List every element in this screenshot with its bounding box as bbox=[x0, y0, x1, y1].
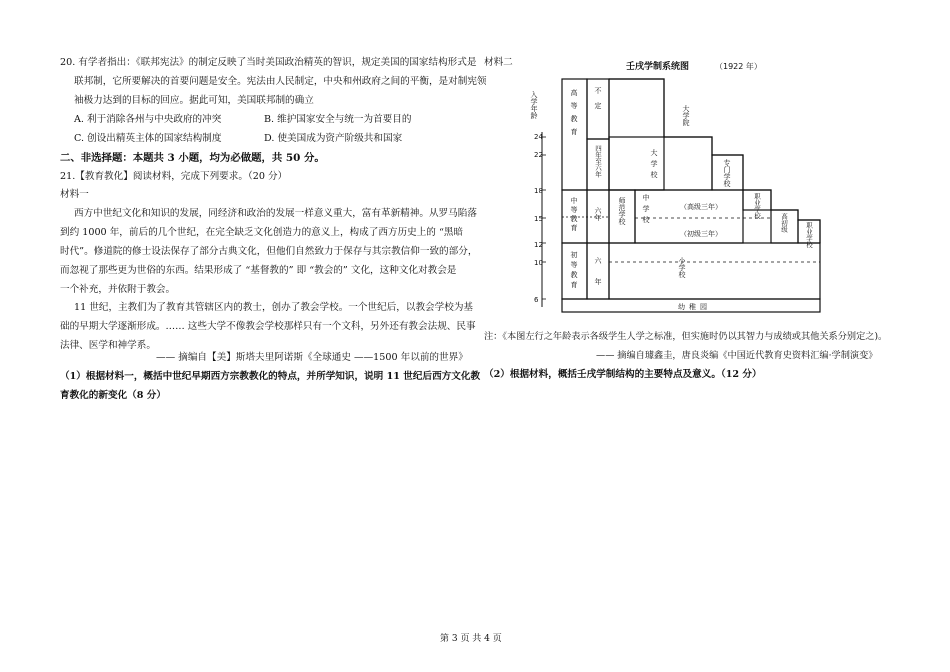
m1-p2-line1: 11 世纪，主教们为了教育其管辖区内的教士，创办了教会学校。一个世纪后，以教会学校为基 bbox=[74, 302, 474, 313]
school-system-diagram bbox=[530, 57, 853, 319]
middle-school-label: 中学校 bbox=[642, 194, 650, 227]
vocational2-label: 职业学校 bbox=[805, 222, 813, 248]
q20-option-b: B. 维护国家安全与统一为首要目的 bbox=[264, 114, 412, 125]
normal-label: 师范学校 bbox=[618, 197, 626, 225]
budding-label: 不定 bbox=[594, 87, 602, 117]
university-box bbox=[609, 137, 712, 190]
material2-label: 材料二 bbox=[484, 57, 513, 68]
senior-label: （高级三年） bbox=[680, 203, 722, 211]
vocational-label: 职业学校 bbox=[753, 193, 761, 219]
primary-school-label: 小学校 bbox=[678, 257, 686, 278]
age-24: 24 bbox=[534, 133, 543, 141]
m1-p2-line3: 法律、医学和神学系。 bbox=[60, 340, 156, 351]
m1-p1-line5: 一个补充，并依附于教会。 bbox=[60, 284, 176, 295]
age-10: 10 bbox=[534, 259, 543, 267]
section2-heading: 二、非选择题：本题共 3 小题，均为必做题，共 50 分。 bbox=[60, 152, 325, 164]
age-22: 22 bbox=[534, 151, 543, 159]
middle-edu-label: 中等教育 bbox=[570, 197, 578, 233]
age-6: 6 bbox=[534, 296, 539, 304]
m1-p1-line2: 到约 1000 年，前后的几个世纪，在完全缺乏文化创造力的意义上，构成了西方历史上的 “黑暗 bbox=[60, 227, 464, 238]
q21-ask2: （2）根据材料，概括壬戌学制结构的主要特点及意义。（12 分） bbox=[484, 369, 762, 380]
age-18: 18 bbox=[534, 187, 543, 195]
junior-label: （初级三年） bbox=[680, 230, 722, 238]
q21-heading: 21.【教育教化】阅读材料，完成下列要求。（20 分） bbox=[60, 171, 288, 182]
q21-ask1-line2: 育教化的新变化（8 分） bbox=[60, 390, 166, 401]
q20-option-a: A. 利于消除各州与中央政府的冲突 bbox=[74, 114, 222, 125]
q20-option-d: D. 使美国成为资产阶级共和国家 bbox=[264, 133, 403, 144]
m1-p1-line4: 而忽视了那些更为世俗的东西。结果形成了 “基督教的” 即 “教会的” 文化，这种文化对教会是 bbox=[60, 265, 457, 276]
q20-line3: 袖极力达到的目标的回应。据此可知，美国联邦制的确立 bbox=[74, 95, 314, 106]
primary-school-box bbox=[609, 243, 820, 299]
m1-p2-line2: 础的早期大学逐渐形成。…… 这些大学不像教会学校那样只有一个文科，另外还有教会法规、民事 bbox=[60, 321, 476, 332]
four-six-label: 四年至六年 bbox=[594, 145, 602, 178]
six-pri-label: 六年 bbox=[594, 257, 602, 299]
chart-title: 壬戌学制系统图 bbox=[626, 62, 690, 72]
higher-primary-label: 高初级 bbox=[780, 213, 788, 233]
primary-edu-label: 初等教育 bbox=[570, 251, 578, 291]
six-mid-label: 六年 bbox=[594, 207, 602, 221]
page-footer: 第 3 页 共 4 页 bbox=[440, 634, 502, 644]
age-axis-label: 入学年龄 bbox=[530, 91, 538, 119]
m1-p1-line1: 西方中世纪文化和知识的发展，同经济和政治的发展一样意义重大，富有革新精神。从罗马陷落 bbox=[74, 208, 477, 219]
age-12: 12 bbox=[534, 241, 543, 249]
university-label: 大学校 bbox=[650, 149, 658, 182]
chart-note: 注：《本图左行之年龄表示各级学生人学之标准，但实施时仍以其智力与成绩或其他关系分别定之)。 bbox=[484, 331, 888, 342]
q20-option-c: C. 创设出精英主体的国家结构制度 bbox=[74, 133, 222, 144]
university-inst-label: 大学院 bbox=[682, 105, 690, 126]
q21-ask1-line1: （1）根据材料一，概括中世纪早期西方宗教教化的特点，并所学知识，说明 11 世纪后西方文化教 bbox=[60, 371, 481, 382]
kindergarten-label: 幼稚园 bbox=[678, 303, 711, 311]
college-label: 专门学校 bbox=[723, 159, 731, 187]
higher-edu-label: 高等教育 bbox=[570, 89, 578, 141]
material1-label: 材料一 bbox=[60, 189, 89, 200]
q20-line1: 20. 有学者指出：《联邦宪法》的制定反映了当时美国政治精英的智识，规定美国的国家结构形式是 bbox=[60, 57, 477, 68]
m1-p1-line3: 时代”。修道院的修士设法保存了部分古典文化，但他们自然致力于保存与其宗教信仰一致的部分， bbox=[60, 246, 478, 257]
age-15: 15 bbox=[534, 215, 543, 223]
m2-source: —— 摘编自璩鑫圭，唐良炎编《中国近代教育史资料汇编·学制演变》 bbox=[596, 350, 878, 361]
chart-year: （1922 年） bbox=[715, 62, 762, 71]
q20-line2: 联邦制，它所要解决的首要问题是安全。宪法由人民制定，中央和州政府之间的平衡，是对制宪领 bbox=[74, 76, 487, 87]
m1-source: —— 摘编自【美】斯塔夫里阿诺斯《全球通史 ——1500 年以前的世界》 bbox=[156, 352, 468, 363]
